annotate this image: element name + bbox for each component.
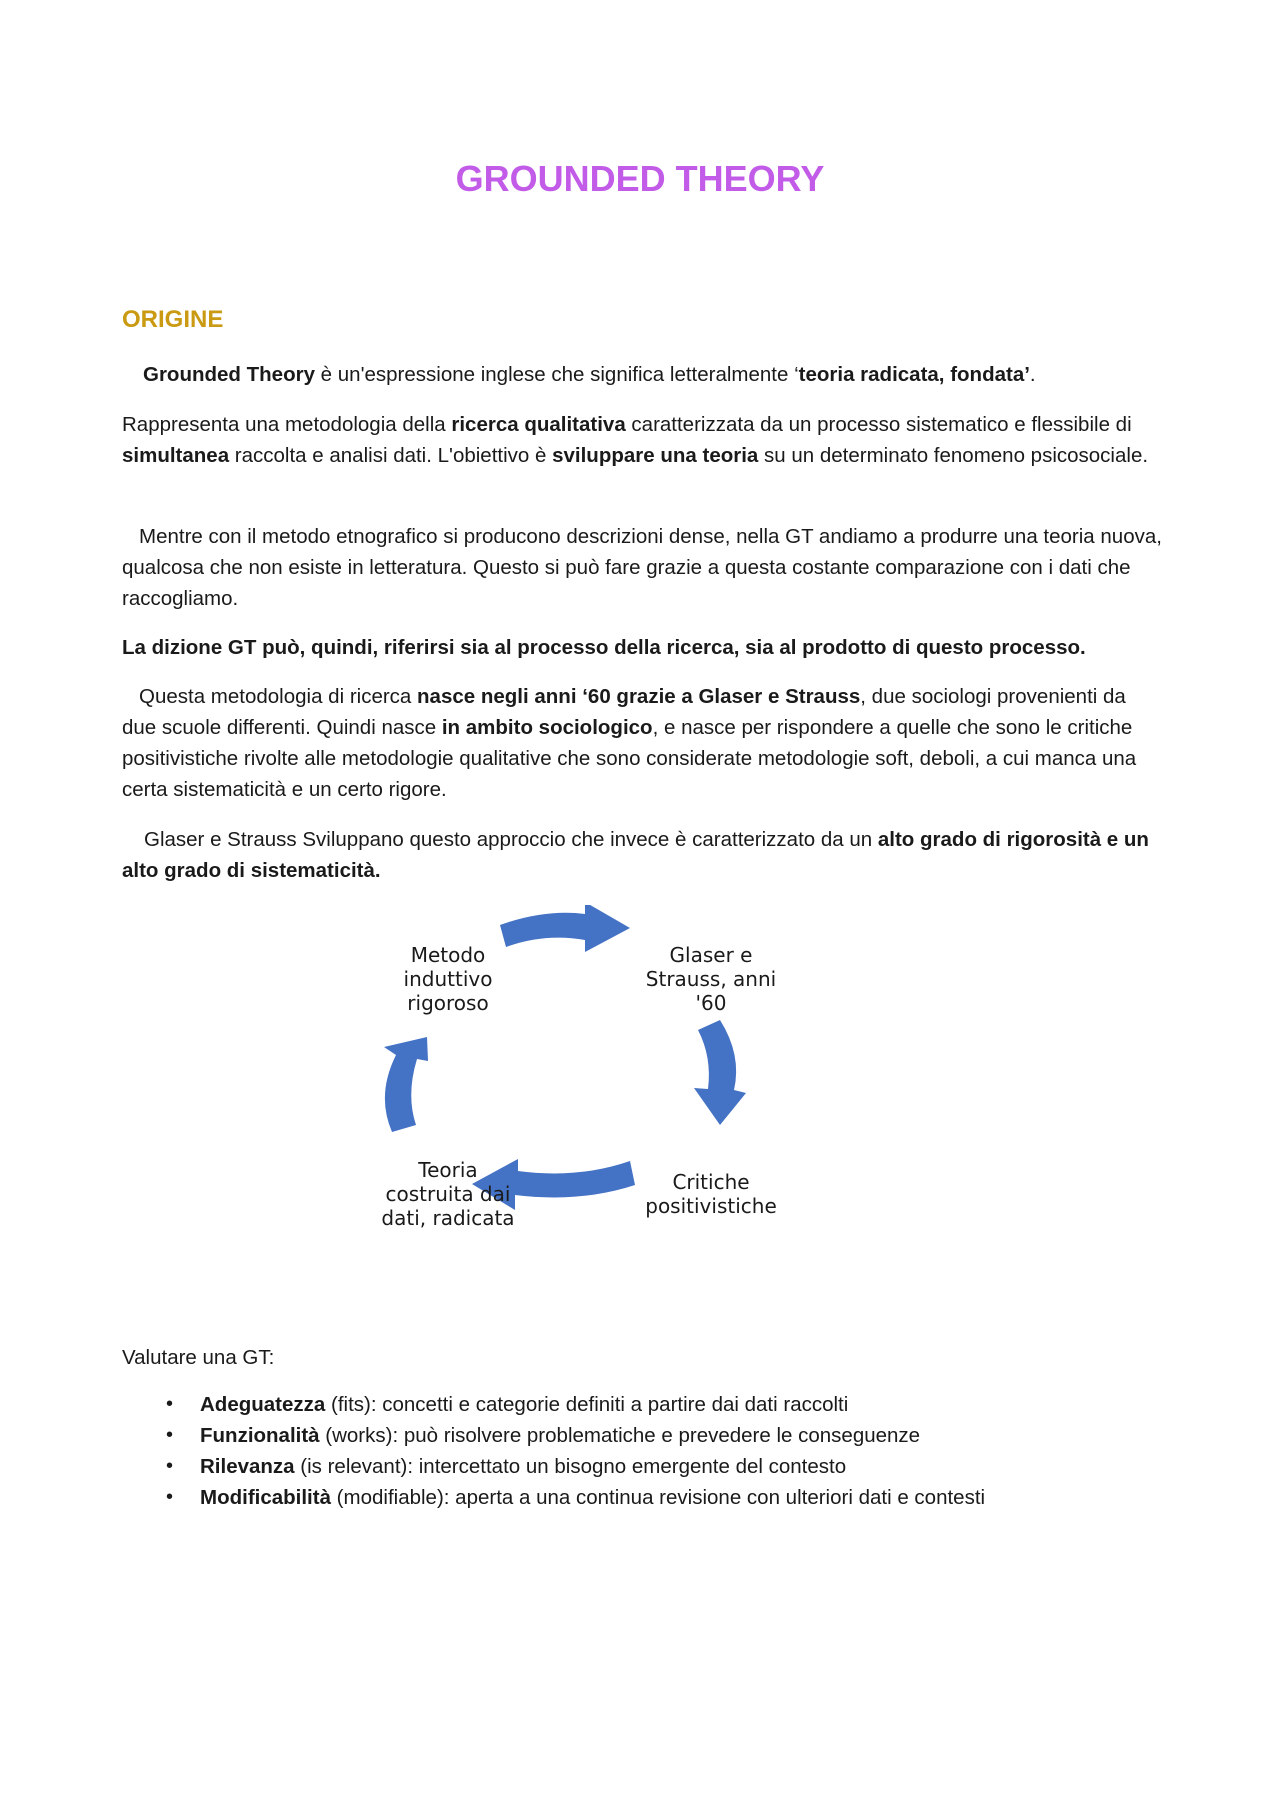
cycle-node-metodo-induttivo: Metodo induttivo rigoroso xyxy=(403,943,493,1015)
evaluation-intro: Valutare una GT: xyxy=(122,1346,275,1369)
text-run: Rappresenta una metodologia della xyxy=(122,413,452,436)
bold-text-run: teoria radicata, fondata’ xyxy=(798,363,1030,386)
cycle-node-glaser-strauss: Glaser e Strauss, anni '60 xyxy=(645,943,777,1015)
criterion-term: Rilevanza xyxy=(200,1455,295,1478)
criterion-description: (modifiable): aperta a una continua revisione con ulteriori dati e contesti xyxy=(330,1486,986,1509)
text-run: , e nasce per rispondere a quelle che sono le critiche positivistiche rivolte alle metodologie qualitative che sono considerate metodologie soft, deboli, a cui manca una certa sistematicità e un certo rigore. xyxy=(122,716,1137,801)
cycle-diagram xyxy=(340,905,810,1275)
criterion-term: Adeguatezza xyxy=(200,1393,326,1416)
text-run: Mentre con il metodo etnografico si producono descrizioni dense, nella GT andiamo a produrre una teoria nuova, qualcosa che non esiste in letteratura. Questo si può fare grazie a questa costante comparazione con i dati che raccogliamo. xyxy=(122,525,1162,610)
bullet-icon: • xyxy=(166,1424,174,1446)
bold-text-run: ricerca qualitativa xyxy=(451,413,626,436)
text-run: . xyxy=(1029,363,1036,386)
bold-text-run: nasce negli anni ‘60 grazie a Glaser e Strauss xyxy=(417,685,861,708)
text-run: raccolta e analisi dati. L'obiettivo è xyxy=(229,444,553,467)
paragraph-gt-diction xyxy=(122,632,1162,663)
list-item xyxy=(122,1389,1172,1420)
text-run: è un'espressione inglese che significa letteralmente ‘ xyxy=(314,363,799,386)
paragraph-ethnography-comparison xyxy=(122,521,1162,614)
section-heading-origine: ORIGINE xyxy=(122,306,224,333)
cycle-node-critiche-positivistiche: Critiche positivistiche xyxy=(645,1170,777,1218)
cycle-node-teoria-radicata: Teoria costruita dai dati, radicata xyxy=(381,1158,515,1230)
bold-text-run: alto grado di rigorosità e un alto grado di sistematicità. xyxy=(122,828,1149,882)
text-run: , due sociologi provenienti da due scuole differenti. Quindi nasce xyxy=(122,685,1126,739)
document-title: GROUNDED THEORY xyxy=(455,158,825,199)
bold-text-run: simultanea xyxy=(122,444,230,467)
list-item xyxy=(122,1420,1172,1451)
criterion-description: (is relevant): intercettato un bisogno emergente del contesto xyxy=(294,1455,847,1478)
bold-text-run: sviluppare una teoria xyxy=(552,444,759,467)
evaluation-list xyxy=(122,1389,1172,1513)
bullet-icon: • xyxy=(166,1486,174,1508)
criterion-description: (fits): concetti e categorie definiti a partire dai dati raccolti xyxy=(325,1393,849,1416)
text-run: caratterizzata da un processo sistematico e flessibile di xyxy=(625,413,1132,436)
text-run: Questa metodologia di ricerca xyxy=(139,685,418,708)
bullet-icon: • xyxy=(166,1393,174,1415)
criterion-term: Modificabilità xyxy=(200,1486,331,1509)
paragraph-methodology xyxy=(122,409,1162,471)
cycle-arrow-left xyxy=(384,1037,428,1132)
bullet-icon: • xyxy=(166,1455,174,1477)
list-item xyxy=(122,1451,1172,1482)
bold-text-run: Grounded Theory xyxy=(143,363,315,386)
paragraph-rigor xyxy=(122,824,1162,886)
bold-text-run: in ambito sociologico xyxy=(441,716,653,739)
paragraph-origins xyxy=(122,681,1162,805)
text-run: Glaser e Strauss Sviluppano questo approccio che invece è caratterizzato da un xyxy=(144,828,878,851)
criterion-description: (works): può risolvere problematiche e prevedere le conseguenze xyxy=(319,1424,921,1447)
criterion-term: Funzionalità xyxy=(200,1424,320,1447)
text-run: su un determinato fenomeno psicosociale. xyxy=(758,444,1149,467)
paragraph-definition xyxy=(122,359,1162,390)
cycle-arrow-right xyxy=(694,1020,746,1125)
bold-text-run: La dizione GT può, quindi, riferirsi sia al processo della ricerca, sia al prodotto di questo processo. xyxy=(122,636,1086,659)
list-item xyxy=(122,1482,1172,1513)
